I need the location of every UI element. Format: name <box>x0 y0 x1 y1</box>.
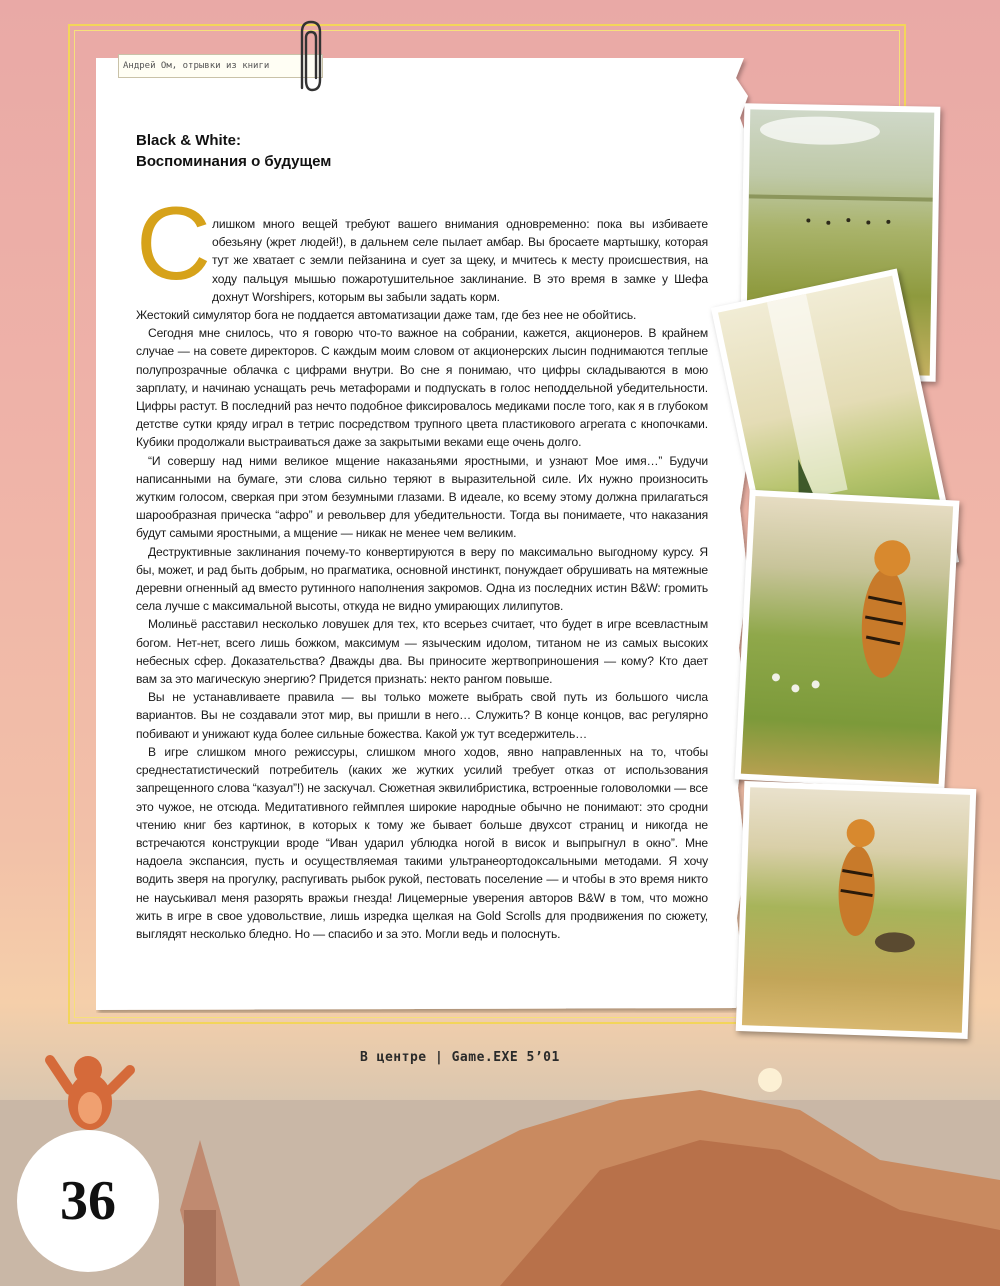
drop-cap: С <box>136 186 212 302</box>
article-paragraph: Вы не устанавливаете правила — вы только можете выбрать свой путь из большого числа вариантов. Вы не создавали этот мир, вы пришли в него… Служить? В конце концов, вас регулярно побивают и унижают куда более сильные божества. Какой уж тут вседержитель… <box>136 690 708 741</box>
article-title <box>136 130 536 172</box>
running-head: Андрей Ом, отрывки из книги <box>118 54 323 78</box>
page-footer: В центре | Game.EXE 5’01 <box>360 1050 560 1065</box>
tiger-field-illustration <box>742 787 970 1033</box>
tiger-creature-illustration <box>741 496 953 784</box>
article-title-line-1: Black & White: <box>136 132 242 149</box>
article-paragraph-1 <box>136 215 708 324</box>
article-title-line-2: Воспоминания о будущем <box>136 153 332 170</box>
article-paragraph: Деструктивные заклинания почему-то конвертируются в веру по максимально выгодному курсу. Я бы, может, и рад быть добрым, но прагматика, основной инстинкт, понуждает обрушивать на мятежные деревни огненный ад вместо рутинного наполнения закромов. Одна из последних истин B&W: громить села лучше с максимальной высоты, откуда не видно умирающих лилипутов. <box>136 544 708 614</box>
screenshot-collage <box>700 95 1000 1045</box>
article-paragraph: “И совершу над ними великое мщение наказаньями яростными, и узнают Мое имя…” Будучи написанными на бумаге, эти слова сильно теряют в выразительной силе. Их нужно произносить жутким голосом, сверкая при этом безумными глазами. В идеале, ко всему этому должна прилагаться шарообразная прическа “афро” и револьвер для убедительности. Тогда вы понимаете, что наказания будут самыми яростными, а мщение — никак не менее чем великим. <box>136 453 708 541</box>
bear-creature-icon <box>40 1040 140 1140</box>
article-body <box>136 215 708 943</box>
screenshot-photo-tiger-village <box>735 490 960 791</box>
screenshot-photo-tiger-field <box>736 781 977 1039</box>
paper-clip-icon <box>290 18 330 96</box>
article-paragraph: В игре слишком много режиссуры, слишком много ходов, явно направленных на то, чтобы среднестатистический потребитель (каких же жутких усилий требует отказ от использования запрещенного слова “казуал”!) не заскучал. Сюжетная эквилибристика, встроенные головоломки — все это чужое, не отсюда. Медитативного геймплея широкие народные обычно не понимают: это сродни чтению книг без картинок, в которых к тому же бывает больше двухсот страниц и никогда не встречаются конструкции вроде “Иван ударил ублюдка ногой в висок и выпрыгнул в окно”. Мне надоела экспансия, пусть и осуществляемая такими ультранеортодоксальными методами. Я хочу водить зверя на прогулку, распугивать рыбок рукой, пестовать поселение — и чтобы в это время никто не науськивал меня разорять вражьи гнезда! Лицемерные уверения авторов B&W в том, что можно жить в игре в свое удовольствие, лишь изредка щелкая на Gold Scrolls для продвижения по сюжету, выглядят несколько бледно. Но — спасибо и за это. Могли ведь и полоснуть. <box>136 744 708 941</box>
article-paragraph: Сегодня мне снилось, что я говорю что-то важное на собрании, кажется, акционеров. В крайнем случае — на совете директоров. С каждым моим словом от акционерских лысин поднимаются теплые полупрозрачные облачка с цифрами внутри. Во сне я понимаю, что цифры складываются в мою зарплату, и начинаю уснащать речь метафорами и подпускать в голос неподдельной убедительности. Цифры растут. В последний раз нечто подобное фиксировалось медиками после того, как я в глубоком детстве сутки кряду играл в тетрис посредством трупного цвета пластикового агрегата с кнопочками. Кубики продолжали выстраиваться даже за закрытыми веками еще очень долго. <box>136 326 708 450</box>
article-lead: лишком много вещей требуют вашего внимания одновременно: пока вы избиваете обезьяну (жрет людей!), в дальнем селе пылает амбар. Вы бросаете мартышку, которая тут же хватает с земли пейзанина и сует за щеку, и мчитесь к месту происшествия, на ходу пальцуя мышью пожаротушительное заклинание. В это время в замке у Шефа дохнут Worshipers, которым вы забыли задать корм. <box>212 217 708 304</box>
page-number: 36 <box>60 1170 116 1232</box>
article-paragraph: Молиньё расставил несколько ловушек для тех, кто всерьез считает, что будет в игре всевластным богом. Нет-нет, всего лишь божком, максимум — языческим идолом, титаном не из самых высоких небесных сфер. Доказательства? Дважды два. Вы приносите жертвоприношения — кому? Кто дает вам за это магическую энергию? Придется признать: некто рангом повыше. <box>136 617 708 687</box>
article-lead-rest: Жестокий симулятор бога не поддается автоматизации даже там, где без нее не обойтись. <box>136 308 637 323</box>
